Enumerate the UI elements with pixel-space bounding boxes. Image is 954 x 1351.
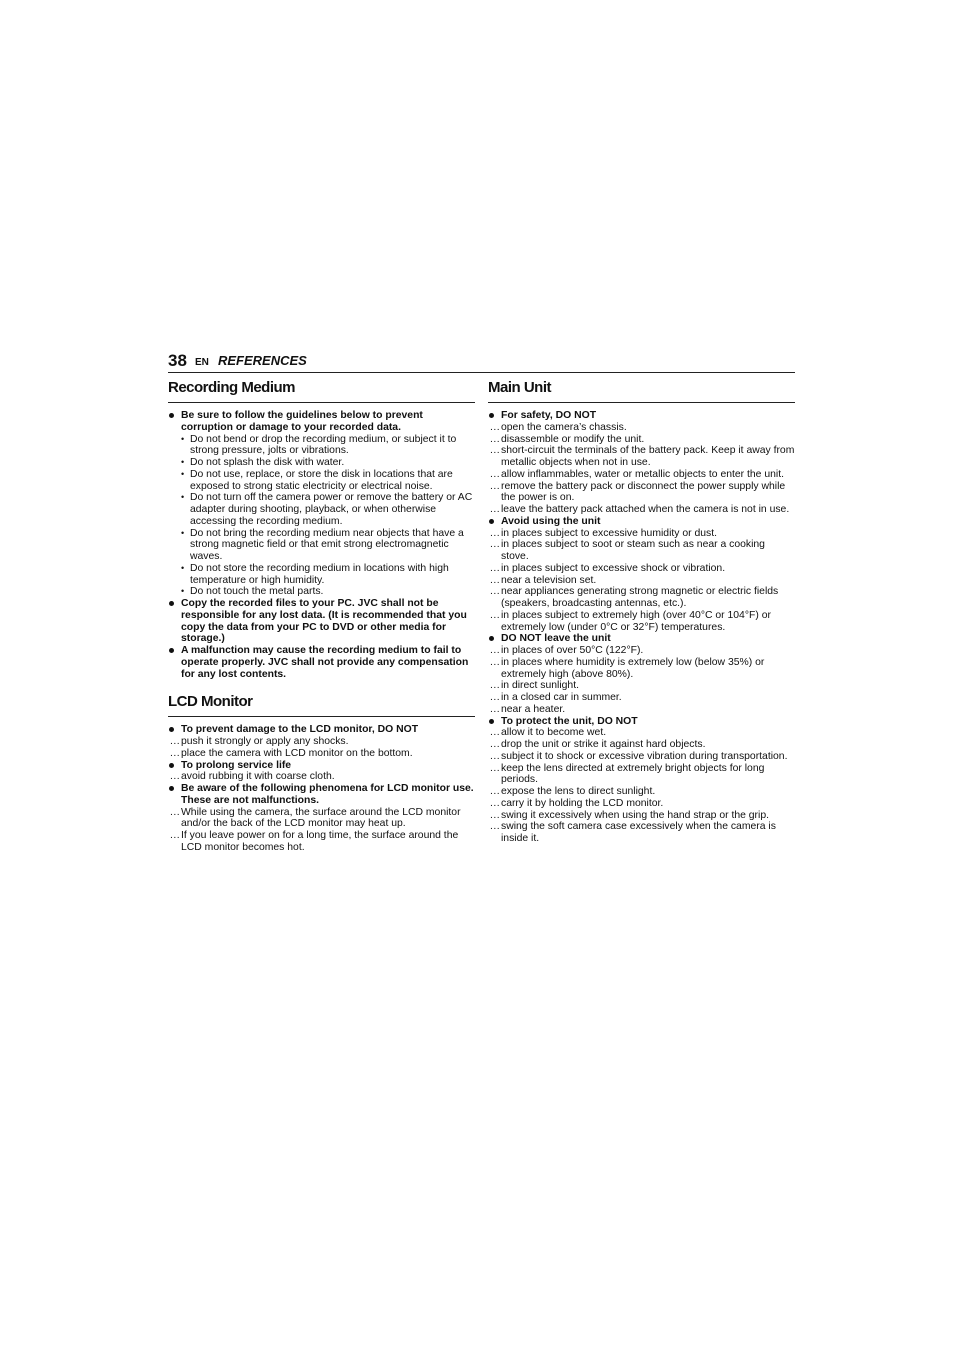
- ellipsis-item: ... near appliances generating strong magnetic or electric fields (speakers, broadcasting antennas, etc.).: [488, 586, 795, 610]
- sub-bullet-item: • Do not turn off the camera power or remove the battery or AC adapter during shooting, playback, or when otherwise accessing the recording medium.: [168, 492, 475, 527]
- ellipsis-item: ... swing the soft camera case excessively when the camera is inside it.: [488, 821, 795, 845]
- bullet-heading: DO NOT leave the unit: [488, 633, 795, 645]
- page-number: 38: [168, 351, 187, 370]
- ellipsis-item: ... disassemble or modify the unit.: [488, 434, 795, 446]
- sub-bullet-item: • Do not bring the recording medium near objects that have a strong magnetic field or that emit strong electromagnetic waves.: [168, 528, 475, 563]
- ellipsis-item: ... push it strongly or apply any shocks.: [168, 736, 475, 748]
- ellipsis-item: ... near a heater.: [488, 704, 795, 716]
- language-code: EN: [195, 357, 209, 368]
- sub-bullet-item: • Do not store the recording medium in locations with high temperature or high humidity.: [168, 563, 475, 587]
- ellipsis-item: ... drop the unit or strike it against hard objects.: [488, 739, 795, 751]
- bullet-heading: A malfunction may cause the recording medium to fail to operate properly. JVC shall not provide any compensation for any lost contents.: [168, 645, 475, 680]
- ellipsis-item: ... expose the lens to direct sunlight.: [488, 786, 795, 798]
- ellipsis-item: ... subject it to shock or excessive vibration during transportation.: [488, 751, 795, 763]
- ellipsis-item: ... short-circuit the terminals of the battery pack. Keep it away from metallic objects when not in use.: [488, 445, 795, 469]
- bullet-heading: Be sure to follow the guidelines below to prevent corruption or damage to your recorded data.: [168, 410, 475, 434]
- ellipsis-item: ... While using the camera, the surface around the LCD monitor and/or the back of the LCD monitor may heat up.: [168, 807, 475, 831]
- right-column: [488, 378, 795, 845]
- sub-bullet-item: • Do not touch the metal parts.: [168, 586, 475, 598]
- ellipsis-item: ... in places subject to soot or steam such as near a cooking stove.: [488, 539, 795, 563]
- sub-bullet-item: • Do not use, replace, or store the disk in locations that are exposed to strong static electricity or electrical noise.: [168, 469, 475, 493]
- ellipsis-item: ... allow inflammables, water or metallic objects to enter the unit.: [488, 469, 795, 481]
- bullet-heading: Be aware of the following phenomena for LCD monitor use. These are not malfunctions.: [168, 783, 475, 807]
- lcd-monitor-heading: LCD Monitor: [168, 692, 475, 717]
- bullet-heading: For safety, DO NOT: [488, 410, 795, 422]
- ellipsis-item: ... in places subject to extremely high (over 40°C or 104°F) or extremely low (under 0°C or 32°F) temperatures.: [488, 610, 795, 634]
- bullet-heading: Copy the recorded files to your PC. JVC shall not be responsible for any lost data. (It is recommended that you copy the data from your PC to DVD or other media for storage.): [168, 598, 475, 645]
- sub-bullet-item: • Do not splash the disk with water.: [168, 457, 475, 469]
- ellipsis-item: ... avoid rubbing it with coarse cloth.: [168, 771, 475, 783]
- ellipsis-item: ... carry it by holding the LCD monitor.: [488, 798, 795, 810]
- bullet-heading: To protect the unit, DO NOT: [488, 716, 795, 728]
- ellipsis-item: ... keep the lens directed at extremely bright objects for long periods.: [488, 763, 795, 787]
- ellipsis-item: ... in places of over 50°C (122°F).: [488, 645, 795, 657]
- section-label: REFERENCES: [218, 353, 307, 368]
- bullet-heading: To prevent damage to the LCD monitor, DO NOT: [168, 724, 475, 736]
- sub-bullet-item: • Do not bend or drop the recording medium, or subject it to strong pressure, jolts or vibrations.: [168, 434, 475, 458]
- ellipsis-item: ... near a television set.: [488, 575, 795, 587]
- left-column: [168, 378, 475, 854]
- ellipsis-item: ... place the camera with LCD monitor on the bottom.: [168, 748, 475, 760]
- bullet-heading: Avoid using the unit: [488, 516, 795, 528]
- ellipsis-item: ... in places where humidity is extremely low (below 35%) or extremely high (above 80%).: [488, 657, 795, 681]
- ellipsis-item: ... in places subject to excessive shock or vibration.: [488, 563, 795, 575]
- recording-medium-heading: Recording Medium: [168, 378, 475, 403]
- bullet-heading: To prolong service life: [168, 760, 475, 772]
- ellipsis-item: ... in places subject to excessive humidity or dust.: [488, 528, 795, 540]
- main-unit-list: [488, 410, 795, 845]
- ellipsis-item: ... allow it to become wet.: [488, 727, 795, 739]
- ellipsis-item: ... open the camera’s chassis.: [488, 422, 795, 434]
- lcd-monitor-list: [168, 724, 475, 853]
- main-unit-heading: Main Unit: [488, 378, 795, 403]
- ellipsis-item: ... remove the battery pack or disconnect the power supply while the power is on.: [488, 481, 795, 505]
- ellipsis-item: ... leave the battery pack attached when the camera is not in use.: [488, 504, 795, 516]
- recording-medium-list: [168, 410, 475, 680]
- page-header: [168, 352, 795, 373]
- ellipsis-item: ... in direct sunlight.: [488, 680, 795, 692]
- ellipsis-item: ... If you leave power on for a long time, the surface around the LCD monitor becomes hot.: [168, 830, 475, 854]
- ellipsis-item: ... swing it excessively when using the hand strap or the grip.: [488, 810, 795, 822]
- ellipsis-item: ... in a closed car in summer.: [488, 692, 795, 704]
